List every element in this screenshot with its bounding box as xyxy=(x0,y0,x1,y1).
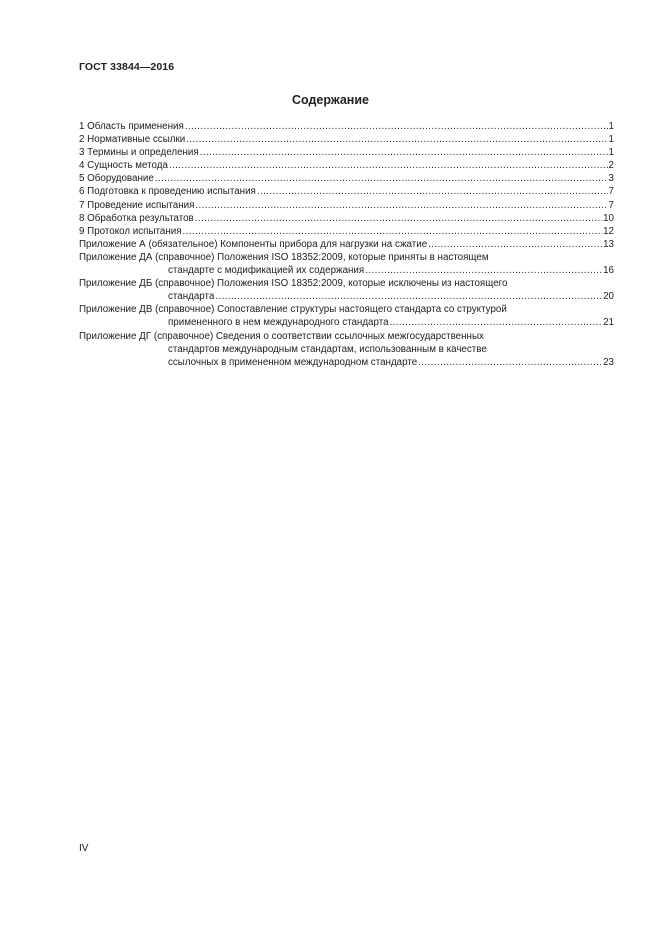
toc-entry-row xyxy=(79,159,614,172)
toc-entry-title: 7 Проведение испытания xyxy=(79,199,195,211)
toc-entry-title: 2 Нормативные ссылки xyxy=(79,134,186,146)
toc-entry-row xyxy=(79,199,614,212)
toc-entry-title: стандарта xyxy=(168,291,215,303)
toc-entry-title: 6 Подготовка к проведению испытания xyxy=(79,186,256,198)
toc-entry-row xyxy=(79,146,614,159)
toc-entry-row xyxy=(79,356,614,369)
toc-entry-row xyxy=(79,212,614,225)
toc-page-number: 20 xyxy=(603,291,614,303)
toc-entry[interactable] xyxy=(79,185,614,198)
toc-entry-line: Приложение ДБ (справочное) Положения ISO 18352:2009, которые исключены из настоящего xyxy=(79,278,508,290)
dot-leader xyxy=(428,238,602,251)
toc-entry[interactable] xyxy=(79,133,614,146)
toc-entry-line: Приложение ДВ (справочное) Сопоставление структуры настоящего стандарта со структурой xyxy=(79,304,507,316)
toc-entry-title: 8 Обработка результатов xyxy=(79,212,194,224)
toc-entry[interactable] xyxy=(79,159,614,172)
toc-entry-row xyxy=(79,225,614,238)
toc-title: Содержание xyxy=(291,93,369,107)
dot-leader xyxy=(418,356,602,369)
dot-leader xyxy=(390,316,603,329)
toc-entry[interactable] xyxy=(79,212,614,225)
toc-entry-line: Приложение ДА (справочное) Положения ISO 18352:2009, которые приняты в настоящем xyxy=(79,251,489,263)
toc-entry[interactable] xyxy=(79,330,614,369)
toc-entry[interactable] xyxy=(79,120,614,133)
toc-entry[interactable] xyxy=(79,238,614,251)
toc-entry-title: 1 Область применения xyxy=(79,121,184,132)
toc-entry-title: примененного в нем международного стандарта xyxy=(168,317,389,329)
toc-entry-row xyxy=(79,238,614,251)
toc-entry-title: 3 Термины и определения xyxy=(79,147,199,159)
toc-entry[interactable] xyxy=(79,277,614,303)
dot-leader xyxy=(195,199,607,212)
toc-entry[interactable] xyxy=(79,199,614,212)
dot-leader xyxy=(200,146,608,159)
toc-entry-title: 5 Оборудование xyxy=(79,173,154,185)
toc-page-number: 1 xyxy=(608,147,614,159)
toc-entry[interactable] xyxy=(79,303,614,329)
toc-entry[interactable] xyxy=(79,172,614,185)
dot-leader xyxy=(215,290,602,303)
toc-entry-row xyxy=(79,290,614,303)
toc-page-number: 7 xyxy=(608,186,614,198)
document-header: ГОСТ 33844—2016 xyxy=(79,61,175,73)
toc-page-number: 23 xyxy=(603,356,614,368)
dot-leader xyxy=(257,185,608,198)
toc-entry-row xyxy=(79,316,614,329)
toc-entry-line: Приложение ДГ (справочное) Сведения о соответствии ссылочных межгосударственных xyxy=(79,330,484,342)
toc-entry-title: Приложение А (обязательное) Компоненты прибора для нагрузки на сжатие xyxy=(79,238,428,250)
toc-entry-title: ссылочных в примененном международном стандарте xyxy=(168,356,418,368)
toc-page-number: 1 xyxy=(608,134,614,146)
page-number: IV xyxy=(79,843,89,854)
toc-entry[interactable] xyxy=(79,225,614,238)
table-of-contents xyxy=(79,120,614,369)
dot-leader xyxy=(186,133,607,146)
toc-page-number: 1 xyxy=(608,121,614,132)
toc-page-number: 3 xyxy=(608,173,614,185)
dot-leader xyxy=(155,172,608,185)
dot-leader xyxy=(169,159,608,172)
toc-entry-row xyxy=(79,120,614,133)
dot-leader xyxy=(185,120,608,133)
dot-leader xyxy=(195,212,602,225)
toc-entry-title: стандарте с модификацией их содержания xyxy=(168,265,365,277)
toc-entry-line: стандартов международным стандартам, использованным в качестве xyxy=(168,343,487,355)
toc-page-number: 10 xyxy=(603,212,614,224)
toc-entry-row xyxy=(79,264,614,277)
toc-page-number: 16 xyxy=(603,265,614,277)
toc-entry-title: 4 Сущность метода xyxy=(79,160,168,172)
toc-entry-row xyxy=(79,172,614,185)
toc-entry[interactable] xyxy=(79,251,614,277)
toc-page-number: 7 xyxy=(608,199,614,211)
toc-page-number: 13 xyxy=(603,238,614,250)
toc-entry-row xyxy=(79,185,614,198)
dot-leader xyxy=(365,264,602,277)
toc-entry-row xyxy=(79,133,614,146)
toc-page-number: 2 xyxy=(608,160,614,172)
dot-leader xyxy=(183,225,603,238)
toc-entry[interactable] xyxy=(79,146,614,159)
toc-entry-title: 9 Протокол испытания xyxy=(79,225,182,237)
toc-page-number: 21 xyxy=(603,317,614,329)
toc-page-number: 12 xyxy=(603,225,614,237)
